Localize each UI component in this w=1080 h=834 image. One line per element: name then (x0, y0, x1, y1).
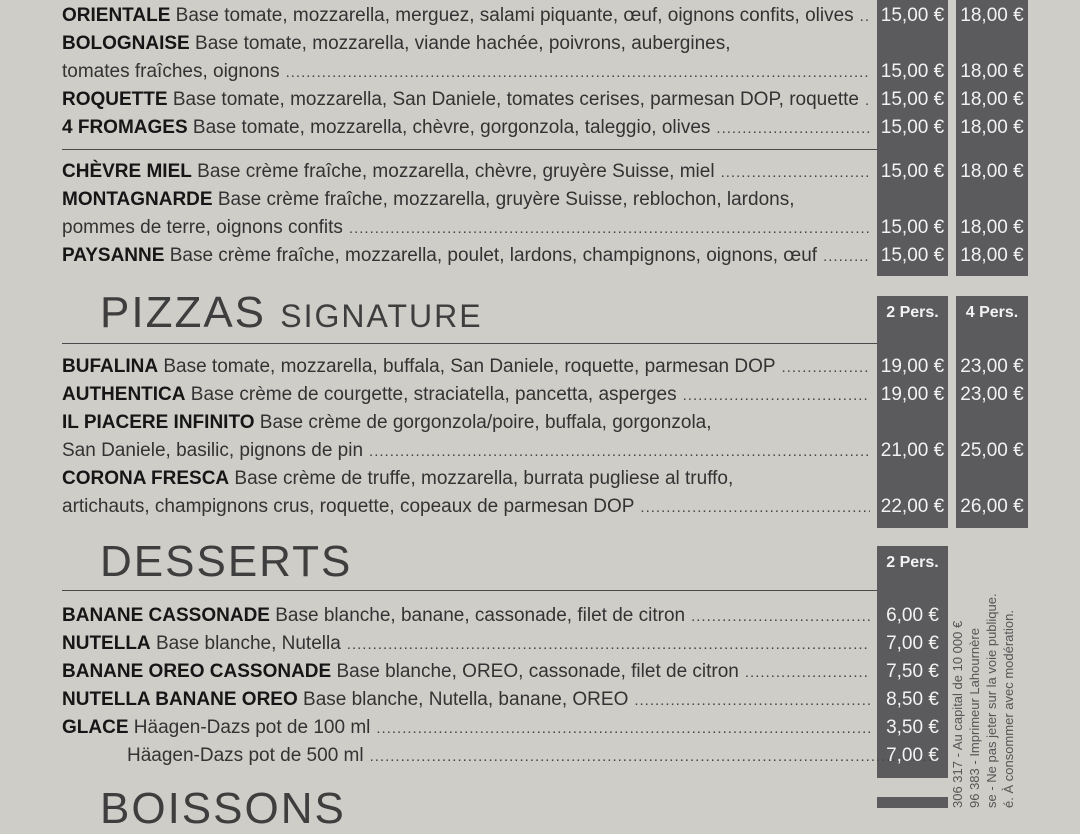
item-ingredients: San Daniele, basilic, pignons de pin (62, 440, 364, 461)
menu-item-row (62, 242, 1028, 270)
item-ingredients: Base blanche, Nutella (155, 633, 341, 654)
price-2-pers: 15,00 € (880, 5, 945, 26)
price-2-pers: 22,00 € (880, 496, 945, 517)
item-name: PAYSANNE (62, 245, 165, 266)
item-description-line (62, 602, 870, 630)
menu-item-row (62, 214, 1028, 242)
price-2-pers: 15,00 € (880, 117, 945, 138)
price-4-pers: 18,00 € (960, 217, 1024, 238)
menu-item-row (62, 114, 1028, 142)
item-ingredients: Base crème de gorgonzola/poire, buffala, gorgonzola, (259, 412, 712, 433)
menu-item-row (62, 86, 1028, 114)
item-description-line (62, 114, 870, 142)
menu-item-row (62, 353, 1028, 381)
price-2-pers: 7,50 € (886, 661, 939, 682)
legal-line: é. À consommer avec modération. (1001, 610, 1016, 808)
item-description-line (62, 630, 870, 658)
legal-line: 306 317 - Au capital de 10 000 € (950, 620, 965, 808)
price-2-pers: 3,50 € (886, 717, 939, 738)
dot-leader (286, 59, 870, 86)
price-4-pers: 25,00 € (960, 440, 1024, 461)
menu-item-row (62, 30, 1028, 58)
item-name: MONTAGNARDE (62, 189, 213, 210)
dot-leader (634, 687, 870, 714)
item-description-line (62, 381, 870, 409)
section-title-desserts: DESSERTS (100, 537, 353, 586)
price-2-pers: 15,00 € (880, 217, 945, 238)
item-ingredients: Base crème fraîche, mozzarella, chèvre, gruyère Suisse, miel (197, 161, 715, 182)
price-4-pers: 18,00 € (960, 117, 1024, 138)
item-ingredients: artichauts, champignons crus, roquette, copeaux de parmesan DOP (62, 496, 635, 517)
price-4-pers: 23,00 € (960, 384, 1024, 405)
dot-leader (860, 3, 870, 30)
item-ingredients: Base crème fraîche, mozzarella, poulet, lardons, champignons, oignons, œuf (169, 245, 818, 266)
section-title-main: PIZZAS (100, 288, 267, 337)
item-name: 4 FROMAGES (62, 117, 188, 138)
dot-leader (347, 631, 870, 658)
item-name: BOLOGNAISE (62, 33, 190, 54)
item-ingredients: Base crème de courgette, straciatella, pancetta, asperges (190, 384, 677, 405)
price-2-pers: 8,50 € (886, 689, 939, 710)
item-description-line (62, 465, 870, 493)
section-title-boissons: BOISSONS (100, 784, 346, 833)
header-2-pers-desserts: 2 Pers. (886, 554, 939, 571)
item-description-line (62, 493, 870, 521)
item-ingredients: Base crème de truffe, mozzarella, burrata pugliese al truffo, (234, 468, 734, 489)
item-ingredients: Base tomate, mozzarella, merguez, salami piquante, œuf, oignons confits, olives (175, 5, 854, 26)
divider-desserts (62, 590, 877, 591)
item-description-line (62, 2, 870, 30)
price-2-pers: 21,00 € (880, 440, 945, 461)
dot-leader (716, 115, 870, 142)
price-4-pers: 18,00 € (960, 5, 1024, 26)
item-name: IL PIACERE INFINITO (62, 412, 255, 433)
item-description-line (62, 714, 870, 742)
price-2-pers: 15,00 € (880, 245, 945, 266)
menu-item-row (62, 602, 1028, 630)
item-name: BUFALINA (62, 356, 159, 377)
legal-line: se - Ne pas jeter sur la voie publique. (984, 593, 999, 808)
item-name: ROQUETTE (62, 89, 168, 110)
dot-leader (683, 382, 870, 409)
item-description-line (62, 658, 870, 686)
item-description-line (62, 742, 935, 770)
dot-leader (369, 438, 870, 465)
price-2-pers: 7,00 € (886, 633, 939, 654)
item-name: NUTELLA (62, 633, 151, 654)
legal-line: 96 383 - Imprimeur Lahournère (967, 628, 982, 808)
item-description-line (62, 353, 870, 381)
dot-leader (691, 603, 870, 630)
menu-item-row (62, 58, 1028, 86)
dot-leader (640, 494, 870, 521)
header-4-pers-signature: 4 Pers. (965, 304, 1019, 321)
menu-item-row (62, 186, 1028, 214)
dot-leader (865, 87, 870, 114)
dot-leader (370, 743, 935, 770)
item-ingredients: tomates fraîches, oignons (62, 61, 280, 82)
dot-leader (349, 215, 870, 242)
price-2-pers: 15,00 € (880, 161, 945, 182)
menu-item-row (62, 381, 1028, 409)
item-ingredients: Häagen-Dazs pot de 100 ml (133, 717, 371, 738)
item-description-line (62, 30, 870, 58)
menu-item-row (62, 658, 1028, 686)
dot-leader (376, 715, 870, 742)
item-description-line (62, 58, 870, 86)
dot-leader (782, 354, 870, 381)
item-name: BANANE OREO CASSONADE (62, 661, 332, 682)
menu-item-row (62, 630, 1028, 658)
price-2-pers: 15,00 € (880, 61, 945, 82)
item-name: CORONA FRESCA (62, 468, 230, 489)
item-name: NUTELLA BANANE OREO (62, 689, 298, 710)
item-description-line (62, 686, 870, 714)
item-description-line (62, 86, 870, 114)
item-name: AUTHENTICA (62, 384, 186, 405)
menu-item-row (62, 742, 1028, 770)
price-2-pers: 19,00 € (880, 356, 945, 377)
item-name: BANANE CASSONADE (62, 605, 270, 626)
price-column-2pers-boissons (877, 797, 948, 808)
item-ingredients: Base tomate, mozzarella, viande hachée, poivrons, aubergines, (195, 33, 731, 54)
price-4-pers: 23,00 € (960, 356, 1024, 377)
price-4-pers: 18,00 € (960, 89, 1024, 110)
item-ingredients: Base crème fraîche, mozzarella, gruyère Suisse, reblochon, lardons, (217, 189, 795, 210)
dot-leader (745, 659, 870, 686)
item-description-line (62, 214, 870, 242)
divider-top (62, 149, 877, 150)
item-ingredients: pommes de terre, oignons confits (62, 217, 343, 238)
item-description-line (62, 242, 870, 270)
price-4-pers: 18,00 € (960, 245, 1024, 266)
item-description-line (62, 437, 870, 465)
price-4-pers: 26,00 € (960, 496, 1024, 517)
item-ingredients: Base tomate, mozzarella, chèvre, gorgonzola, taleggio, olives (192, 117, 711, 138)
dot-leader (823, 243, 870, 270)
menu-item-row (62, 158, 1028, 186)
item-description-line (62, 186, 870, 214)
menu-item-row (62, 465, 1028, 493)
price-2-pers: 7,00 € (886, 745, 939, 766)
item-ingredients: Base blanche, OREO, cassonade, filet de citron (336, 661, 739, 682)
menu-item-row (62, 2, 1028, 30)
item-description-line (62, 409, 870, 437)
item-name: CHÈVRE MIEL (62, 161, 192, 182)
header-2-pers-signature: 2 Pers. (886, 304, 939, 321)
price-4-pers: 18,00 € (960, 161, 1024, 182)
item-ingredients: Base tomate, mozzarella, buffala, San Daniele, roquette, parmesan DOP (163, 356, 776, 377)
item-ingredients: Base blanche, banane, cassonade, filet de citron (275, 605, 686, 626)
section-title-signature (100, 288, 483, 341)
item-description-line (62, 158, 870, 186)
price-4-pers: 18,00 € (960, 61, 1024, 82)
menu-item-row (62, 409, 1028, 437)
item-name: GLACE (62, 717, 129, 738)
menu-item-row (62, 493, 1028, 521)
legal-notice (949, 593, 1017, 808)
section-title-sub: SIGNATURE (280, 298, 483, 334)
item-ingredients: Base tomate, mozzarella, San Daniele, tomates cerises, parmesan DOP, roquette (172, 89, 859, 110)
item-ingredients: Base blanche, Nutella, banane, OREO (303, 689, 629, 710)
dot-leader (721, 159, 870, 186)
item-name: ORIENTALE (62, 5, 171, 26)
item-ingredients: Häagen-Dazs pot de 500 ml (127, 745, 364, 766)
price-2-pers: 19,00 € (880, 384, 945, 405)
divider-signature (62, 343, 877, 344)
menu-item-row (62, 686, 1028, 714)
menu-item-row (62, 437, 1028, 465)
price-2-pers: 15,00 € (880, 89, 945, 110)
menu-item-row (62, 714, 1028, 742)
price-2-pers: 6,00 € (886, 605, 939, 626)
